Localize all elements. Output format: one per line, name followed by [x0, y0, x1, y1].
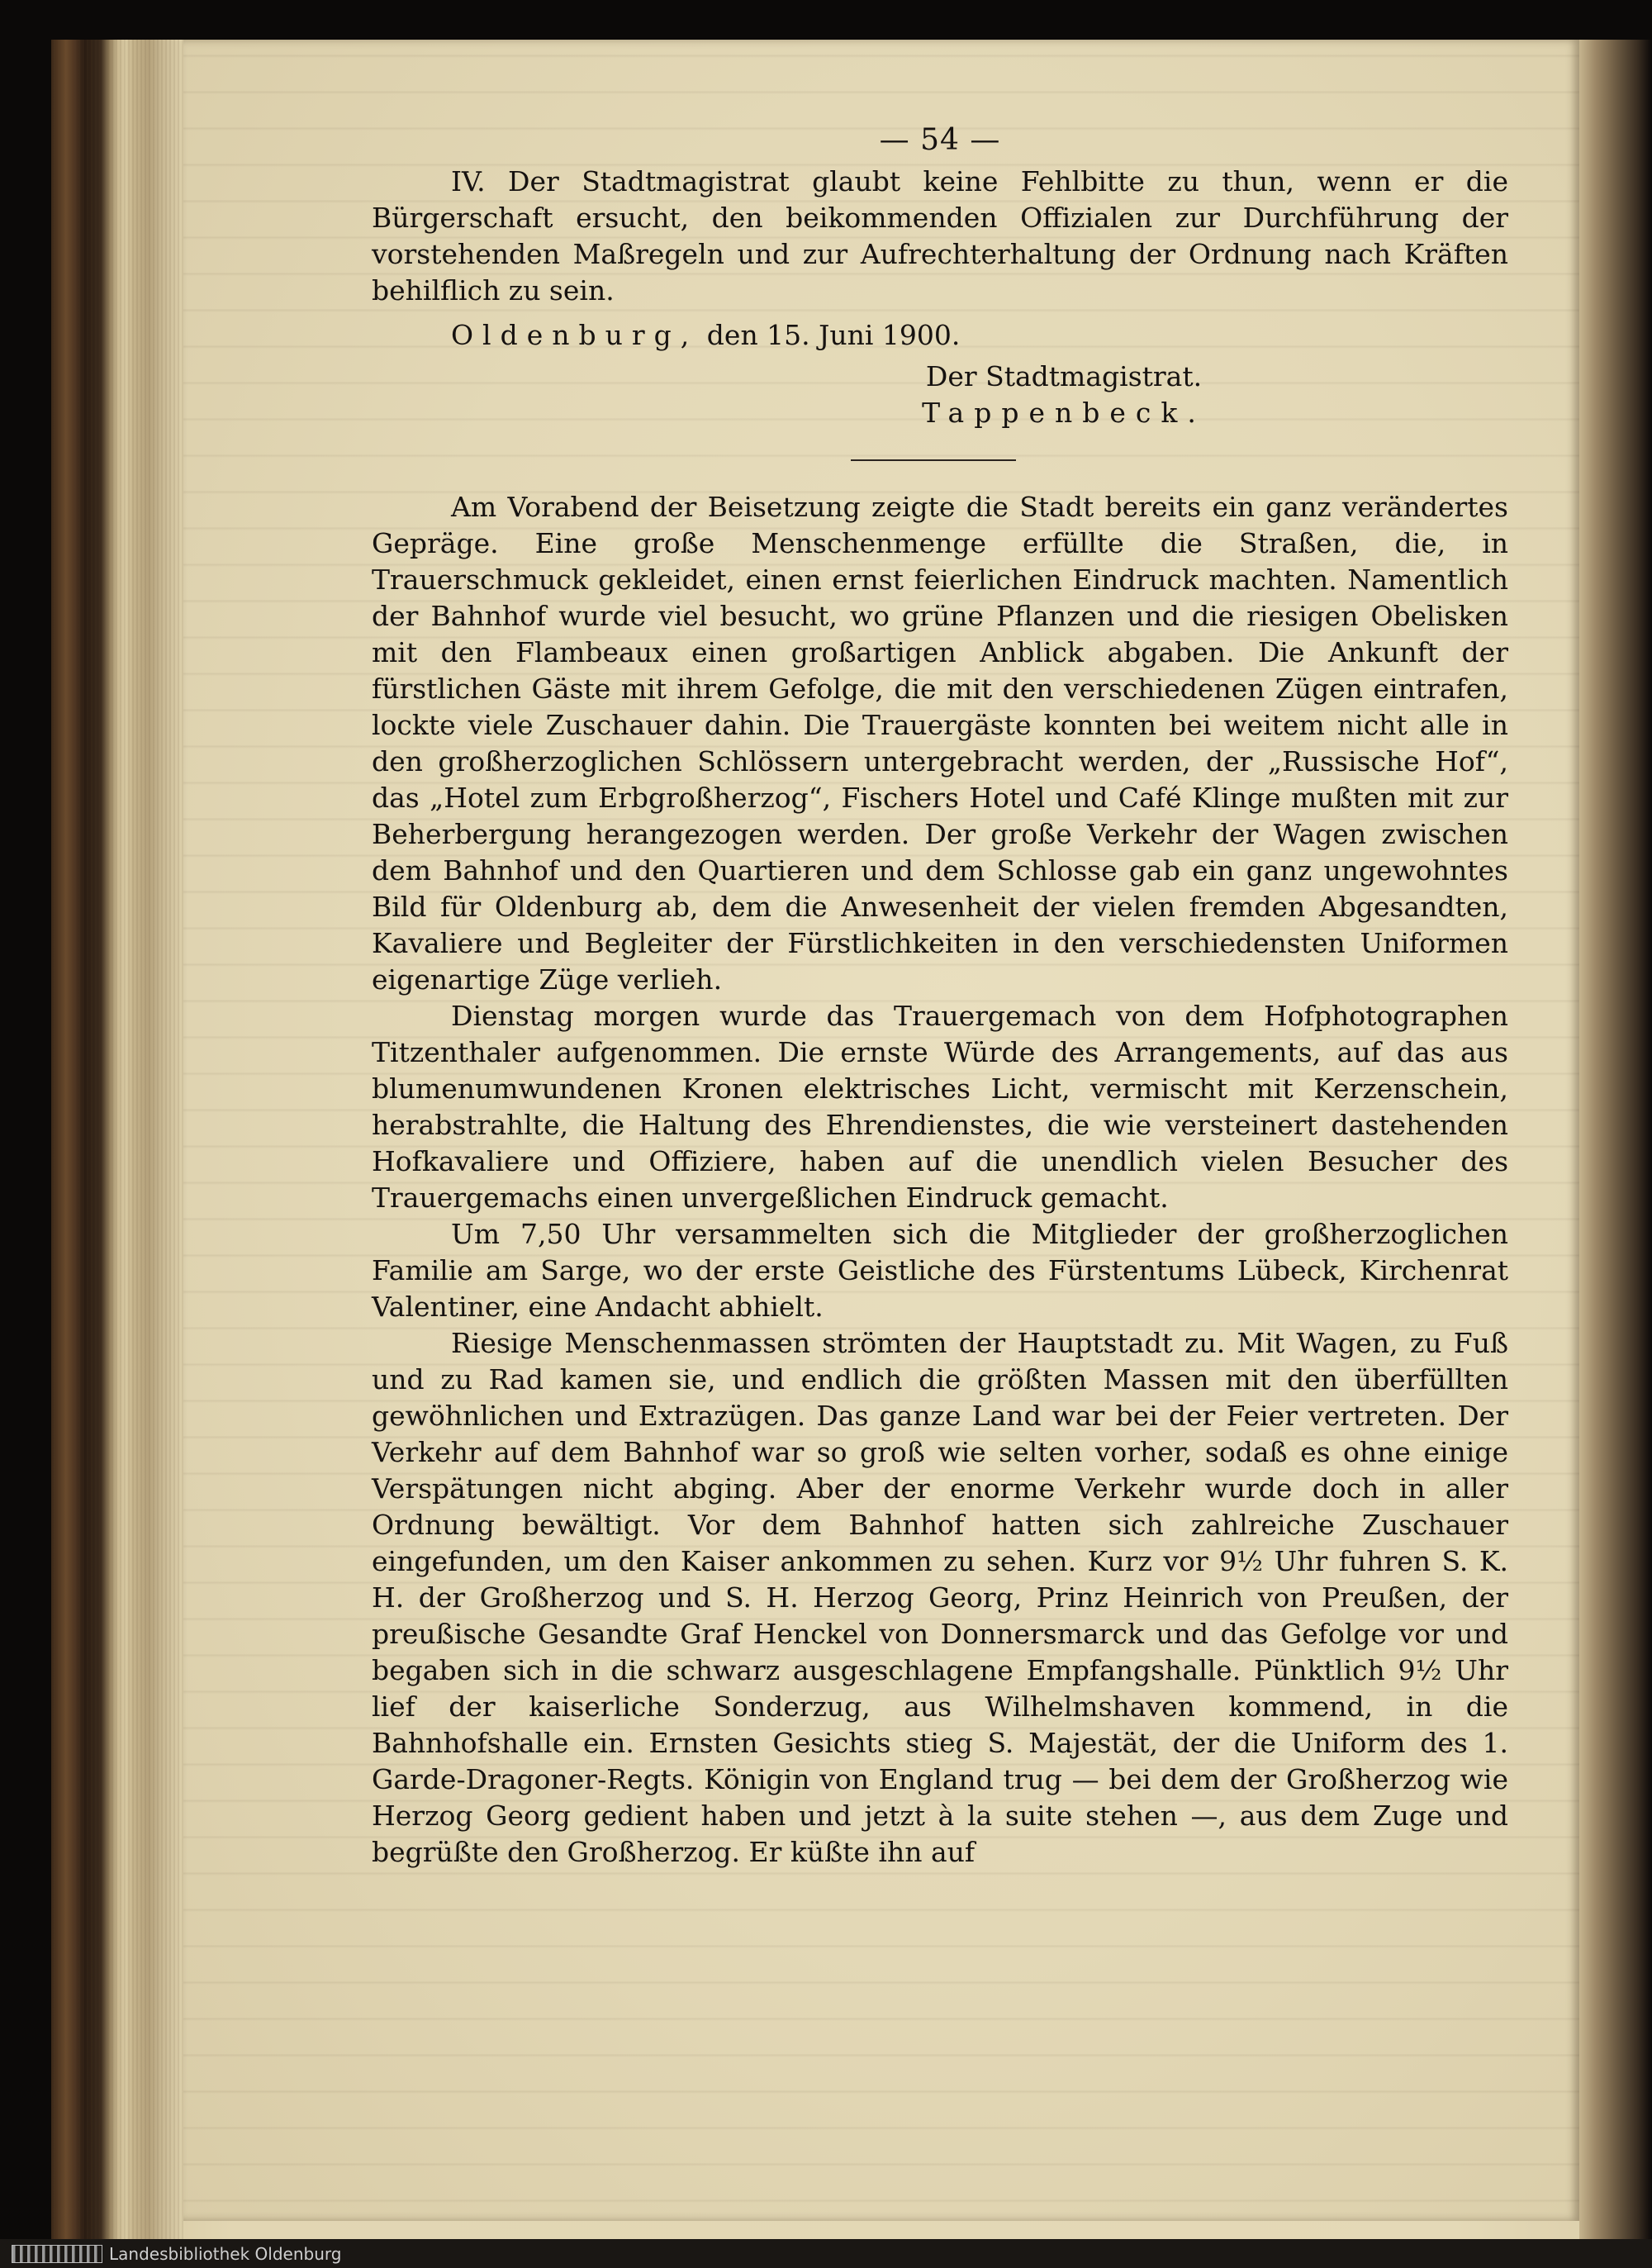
paragraph: Riesige Menschenmassen strömten der Hauptstadt zu. Mit Wagen, zu Fuß und zu Rad kamen sie, und endlich die größten Massen mit den überfüllten gewöhnlichen und Extrazügen. Das ganze Land war bei der Feier vertreten. Der Verkehr auf dem Bahnhof war so groß wie selten vorher, sodaß es ohne einige Verspätungen nicht abging. Aber der enorme Verkehr wurde doch in aller Ordnung bewältigt. Vor dem Bahnhof hatten sich zahlreiche Zuschauer eingefunden, um den Kaiser ankommen zu sehen. Kurz vor 9½ Uhr fuhren S. K. H. der Großherzog und S. H. Herzog Georg, Prinz Heinrich von Preußen, der preußische Gesandte Graf Henckel von Donnersmarck und das Gefolge vor und begaben sich in die schwarz ausgeschlagene Empfangshalle. Pünktlich 9½ Uhr lief der kaiserliche Sonderzug, aus Wilhelmshaven kommend, in die Bahnhofshalle ein. Ernsten Gesichts stieg S. Majestät, der die Uniform des 1. Garde-Dragoner-Regts. Königin von England trug — bei dem der Großherzog wie Herzog Georg gedient haben und jetzt à la suite stehen —, aus dem Zuge und begrüßte den Großherzog. Er küßte ihn auf [372, 1327, 1508, 1868]
section-divider [851, 459, 1016, 461]
page-number: — 54 — [879, 123, 1001, 157]
signature-name: Tappenbeck. [922, 397, 1206, 429]
dateline-place: Oldenburg, [451, 319, 699, 351]
library-name[interactable]: Landesbibliothek Oldenburg [109, 2244, 342, 2264]
signature-office: Der Stadtmagistrat. [925, 360, 1203, 392]
dateline-date: den 15. Juni 1900. [698, 319, 961, 351]
paragraph-iv: IV. Der Stadtmagistrat glaubt keine Fehlbitte zu thun, wenn er die Bürgerschaft ersucht, den beikommenden Offizialen zur Durchführung der vorstehenden Maßregeln und zur Aufrechterhaltung der Ordnung nach Kräften behilflich zu sein. [372, 165, 1508, 307]
paragraph: Dienstag morgen wurde das Trauergemach von dem Hofphotographen Titzenthaler aufgenommen. Die ernste Würde des Arrangements, auf das aus blumenumwundenen Kronen elektrisches Licht, vermischt mit Kerzenschein, herabstrahlte, die Haltung des Ehrendienstes, die wie versteinert dastehenden Hofkavaliere und Offiziere, haben auf die unendlich vielen Besucher des Trauergemachs einen unvergeßlichen Eindruck gemacht. [372, 1000, 1508, 1214]
page-edges [51, 40, 183, 2239]
gutter-shadow [1579, 40, 1652, 2239]
dateline [372, 317, 1508, 354]
page-text [372, 122, 1508, 1871]
paragraph: Am Vorabend der Beisetzung zeigte die Stadt bereits ein ganz verändertes Gepräge. Eine große Menschenmenge erfüllte die Straßen, die, in Trauerschmuck gekleidet, einen ernst feierlichen Eindruck machten. Namentlich der Bahnhof wurde viel besucht, wo grüne Pflanzen und die riesigen Obelisken mit den Flambeaux einen großartigen Anblick abgaben. Die Ankunft der fürstlichen Gäste mit ihrem Gefolge, die mit den verschiedenen Zügen eintrafen, lockte viele Zuschauer dahin. Die Trauergäste konnten bei weitem nicht alle in den großherzoglichen Schlössern untergebracht werden, der „Russische Hof“, das „Hotel zum Erbgroßherzog“, Fischers Hotel und Café Klinge mußten mit zur Beherbergung herangezogen werden. Der große Verkehr der Wagen zwischen dem Bahnhof und den Quartieren und dem Schlosse gab ein ganz ungewohntes Bild für Oldenburg ab, dem die Anwesenheit der vielen fremden Abgesandten, Kavaliere und Begleiter der Fürstlichkeiten in den verschiedensten Uniformen eigenartige Züge verlieh. [372, 491, 1508, 996]
paragraph: Um 7,50 Uhr versammelten sich die Mitglieder der großherzoglichen Familie am Sarge, wo der erste Geistliche des Fürstentums Lübeck, Kirchenrat Valentiner, eine Andacht abhielt. [372, 1218, 1508, 1323]
library-logo-icon[interactable] [12, 2245, 102, 2263]
